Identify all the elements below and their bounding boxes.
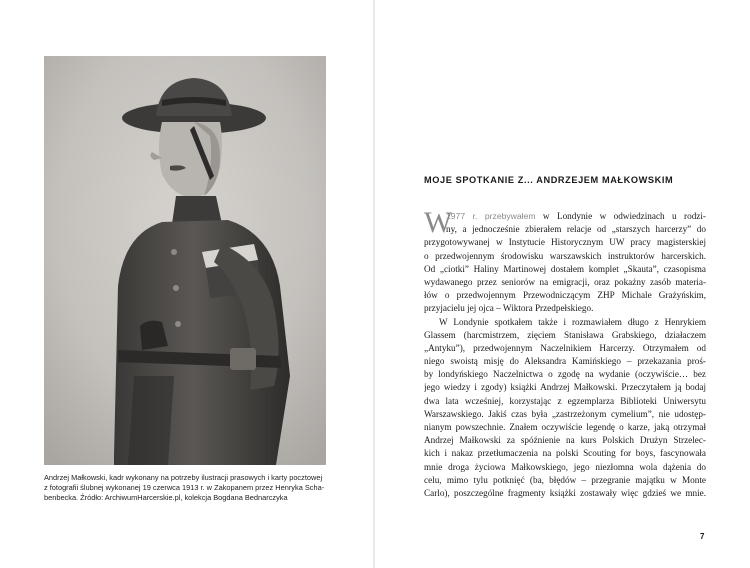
text-line: Warszawskiego. Jakiś czas była „zastrzeżonym cymelium”, nie udostęp-	[424, 408, 706, 419]
text-line: Andrzej Małkowski za spóźnienie na kurs Polskich Drużyn Strzelec-	[424, 435, 706, 446]
text-line: W Londynie spotkałem także i rozmawiałem długo z Henrykiem	[439, 316, 706, 327]
text-line: celu, mimo tylu potknięć (ba, błędów – przegranie majątku w Monte	[424, 474, 706, 485]
text-line: o przedwojennym środowisku warszawskich instruktorów harcerskich.	[424, 250, 706, 261]
text-line: niego swoistą misję do Aleksandra Kamińskiego – przekazania proś-	[424, 356, 706, 367]
portrait-photo	[44, 56, 326, 465]
text-line: Od „ciotki” Haliny Martinowej dostałem komplet „Skauta”, czasopisma	[424, 263, 706, 274]
text-line: nianym powszechnie. Znałem oczywiście legendę o karze, jaką otrzymał	[424, 422, 706, 432]
caption-line: benbecka. Źródło: ArchiwumHarcerskie.pl, kolekcja Bogdana Bednarczyka	[44, 493, 288, 503]
page-number: 7	[700, 532, 705, 541]
text-line: dwa lata wcześniej, korzystając z egzemplarza Biblioteki Uniwersytu	[424, 395, 706, 406]
lead-in: 1977 r. przebywałem	[446, 211, 536, 221]
caption-line: z fotografii ślubnej wykonanej 19 czerwca 1913 r. w Zakopanem przez Henryka Scha-	[44, 483, 325, 493]
portrait-image	[44, 56, 326, 465]
text-line: Carlo), poszczególne fragmenty książki zostawały więc gdzieś we mnie.	[424, 487, 706, 498]
text-line: mnie droga życiowa Małkowskiego, jego niezłomna wola dążenia do	[424, 461, 706, 472]
text-line: kich i nakaz przetłumaczenia na polski Scouting for boys, fascynowała	[424, 448, 706, 459]
right-page	[375, 0, 750, 568]
caption-line: Andrzej Małkowski, kadr wykonany na potrzeby ilustracji prasowych i karty pocztowej	[44, 473, 323, 482]
photo-caption	[44, 473, 334, 504]
text-line: jego wiedzy i zgody) książki Andrzej Małkowski. Przeczytałem ją bodaj	[424, 382, 706, 393]
text-line: „Antyku”), przedwojennym Naczelnikiem Harcerzy. Otrzymałem od	[424, 342, 706, 353]
text-line: przyjacielu jej ojca – Wiktora Przedpełskiego.	[424, 303, 594, 314]
left-page	[0, 0, 374, 568]
text-line: by londyńskiego Naczelnictwa o zgodę na wydanie (oczywiście… bez	[424, 369, 706, 380]
text-line: wydawanego przez seniorów na emigracji, oraz pokaźny zasób materia-	[424, 276, 706, 287]
body-text	[424, 206, 706, 500]
text-line: ny, a jednocześnie zbierałem relacje od „starszych harcerzy” do	[446, 224, 706, 235]
text-line: przygotowywanej w Instytucie Historycznym UW pracy magisterskiej	[424, 237, 706, 248]
text-line: łów o przedwojennym Przewodniczącym ZHP Michale Grażyńskim,	[424, 290, 706, 301]
text-line: Glassem (harcmistrzem, zięciem Stanisława Grabskiego, działaczem	[424, 329, 706, 340]
text-line: 1977 r. przebywałem w Londynie w odwiedzinach u rodzi-	[446, 211, 706, 221]
drop-cap: W	[424, 206, 453, 239]
chapter-title: MOJE SPOTKANIE Z... ANDRZEJEM MAŁKOWSKIM	[424, 175, 674, 185]
